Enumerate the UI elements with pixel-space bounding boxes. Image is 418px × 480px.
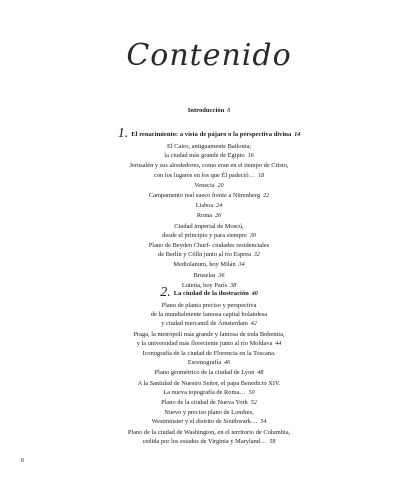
section-entries xyxy=(0,301,418,447)
toc-entry xyxy=(0,310,418,319)
toc-entry-text: Jerusalén y sus alrededores, como eran en el tiempo de Cristo, xyxy=(129,162,289,170)
toc-entry xyxy=(0,201,418,211)
toc-entry xyxy=(0,191,418,201)
toc-entry-text: Escenografía xyxy=(187,359,222,367)
toc-entry-text: Venecia xyxy=(194,181,215,189)
toc-entry xyxy=(0,330,418,339)
section-page-number: 14 xyxy=(294,132,301,138)
toc-entry-text: y la universidad más floreciente junto al río Moldava xyxy=(136,339,273,347)
section-heading xyxy=(0,287,418,300)
section-1 xyxy=(0,128,418,291)
toc-entry-page-number: 32 xyxy=(253,252,260,259)
toc-entry-page-number: 42 xyxy=(250,321,257,328)
toc-entry-text: Praga, la metrópoli más grande y famosa de toda Bohemia, xyxy=(133,330,285,338)
toc-entry-page-number: 52 xyxy=(250,400,257,407)
toc-entry-text: Mediolanum, hoy Milán xyxy=(173,261,236,269)
toc-entry-text: Plano de la ciudad de Washington, en el territorio de Columbia, xyxy=(127,428,291,436)
folio-page-number: 6 xyxy=(21,458,24,464)
section-number: 1. xyxy=(117,126,129,141)
toc-entry-text: Lutetia, hoy París xyxy=(181,281,228,289)
toc-entry-page-number: 38 xyxy=(230,282,237,289)
toc-entry-text: desde el principio y para siempre xyxy=(162,231,247,239)
toc-entry-page-number: 30 xyxy=(249,232,256,239)
section-title: El renacimiento: a vista de pájaro o la perspectiva divina xyxy=(131,131,292,138)
toc-entry xyxy=(0,358,418,368)
page-title: Contenido xyxy=(126,38,292,73)
toc-entry-text: Plano de Beyden Churf- ciudades residenciales xyxy=(148,242,270,250)
toc-entry xyxy=(0,388,418,398)
toc-entry xyxy=(0,319,418,329)
intro-label: Introducción xyxy=(187,107,225,114)
toc-entry-text: Lisboa xyxy=(195,202,214,210)
toc-entry-page-number: 16 xyxy=(247,153,254,160)
section-2 xyxy=(0,287,418,447)
toc-entry-text: Plano de la ciudad de Nueva York xyxy=(161,399,248,407)
toc-entry xyxy=(0,231,418,241)
toc-entry-text: Nuevo y preciso plano de Londres, xyxy=(164,409,254,417)
toc-entry-page-number: 54 xyxy=(260,419,267,426)
toc-entry xyxy=(0,417,418,427)
toc-entry-text: Iconografía de la ciudad de Florencia en la Toscana. xyxy=(142,350,276,358)
toc-entry-text: El Cairo, antiguamente Bailonia; xyxy=(166,143,252,150)
toc-entry-text: Bruselas xyxy=(193,271,216,279)
toc-entry-page-number: 36 xyxy=(218,272,225,279)
toc-entry xyxy=(0,339,418,349)
toc-entry xyxy=(0,142,418,151)
toc-entry-page-number: 34 xyxy=(238,262,245,269)
toc-entry-page-number: 20 xyxy=(217,182,224,189)
toc-entry xyxy=(0,379,418,388)
toc-entry-text: Roma xyxy=(196,212,213,220)
toc-entry xyxy=(0,398,418,408)
toc-entry-text: cedida por los estados de Virginia y Maryland… xyxy=(142,437,267,445)
toc-entry xyxy=(0,428,418,437)
toc-entry-text: Ciudad imperial de Moscú, xyxy=(174,222,244,230)
toc-entry-page-number: 48 xyxy=(257,370,264,377)
toc-entry xyxy=(0,151,418,161)
toc-entry-page-number: 46 xyxy=(224,360,231,367)
section-number: 2. xyxy=(160,285,171,300)
toc-entry-text: Plano geométrico de la ciudad de Lyon xyxy=(154,369,255,377)
toc-entry xyxy=(0,222,418,231)
toc-entry xyxy=(0,171,418,181)
section-title: La ciudad de la ilustración xyxy=(173,290,249,297)
toc-entry xyxy=(0,408,418,417)
toc-entry-page-number: 22 xyxy=(263,193,270,200)
toc-entry-text: A la Santidad de Nuestro Señor, el papa Benedicto XIV. xyxy=(137,379,281,387)
toc-entry xyxy=(0,181,418,191)
section-page-number: 40 xyxy=(251,291,258,297)
toc-entry xyxy=(0,301,418,310)
toc-entry xyxy=(0,241,418,250)
toc-entry-page-number: 50 xyxy=(248,389,255,396)
toc-entry-page-number: 26 xyxy=(215,213,222,220)
toc-entry xyxy=(0,271,418,281)
toc-entry-page-number: 24 xyxy=(216,203,223,210)
intro-entry xyxy=(0,106,418,116)
toc-entry-text: la ciudad más grande de Egipto xyxy=(164,152,245,160)
toc-entry xyxy=(0,161,418,170)
toc-entry xyxy=(0,211,418,221)
toc-entry-page-number: 44 xyxy=(275,340,282,347)
toc-entry-text: de Berlín y Cölln junto al río Esprea xyxy=(158,251,251,259)
toc-entry-page-number: 18 xyxy=(257,172,264,179)
intro-page-number: 8 xyxy=(227,108,231,114)
toc-entry xyxy=(0,260,418,270)
toc-entry xyxy=(0,368,418,378)
toc-entry xyxy=(0,250,418,260)
toc-entry-text: Plano de planta preciso y perspectiva xyxy=(161,302,257,309)
section-heading xyxy=(0,128,418,141)
toc-entry-text: Westminster y el distrito de Southwark… xyxy=(151,418,258,426)
toc-entry-text: con los lugares en los que Él padeció… xyxy=(154,171,255,179)
toc-entry-text: La nueva topografía de Roma… xyxy=(163,388,246,396)
toc-entry-text: y ciudad mercantil de Ámsterdam xyxy=(161,320,248,328)
section-entries xyxy=(0,142,418,291)
toc-entry-text: de la mundialmente famosa capital holandesa xyxy=(150,311,268,319)
toc-entry xyxy=(0,349,418,358)
toc-entry-page-number: 58 xyxy=(269,438,276,445)
toc-entry xyxy=(0,437,418,447)
toc-entry-text: Campamento real sueco frente a Nürenberg xyxy=(148,192,261,200)
